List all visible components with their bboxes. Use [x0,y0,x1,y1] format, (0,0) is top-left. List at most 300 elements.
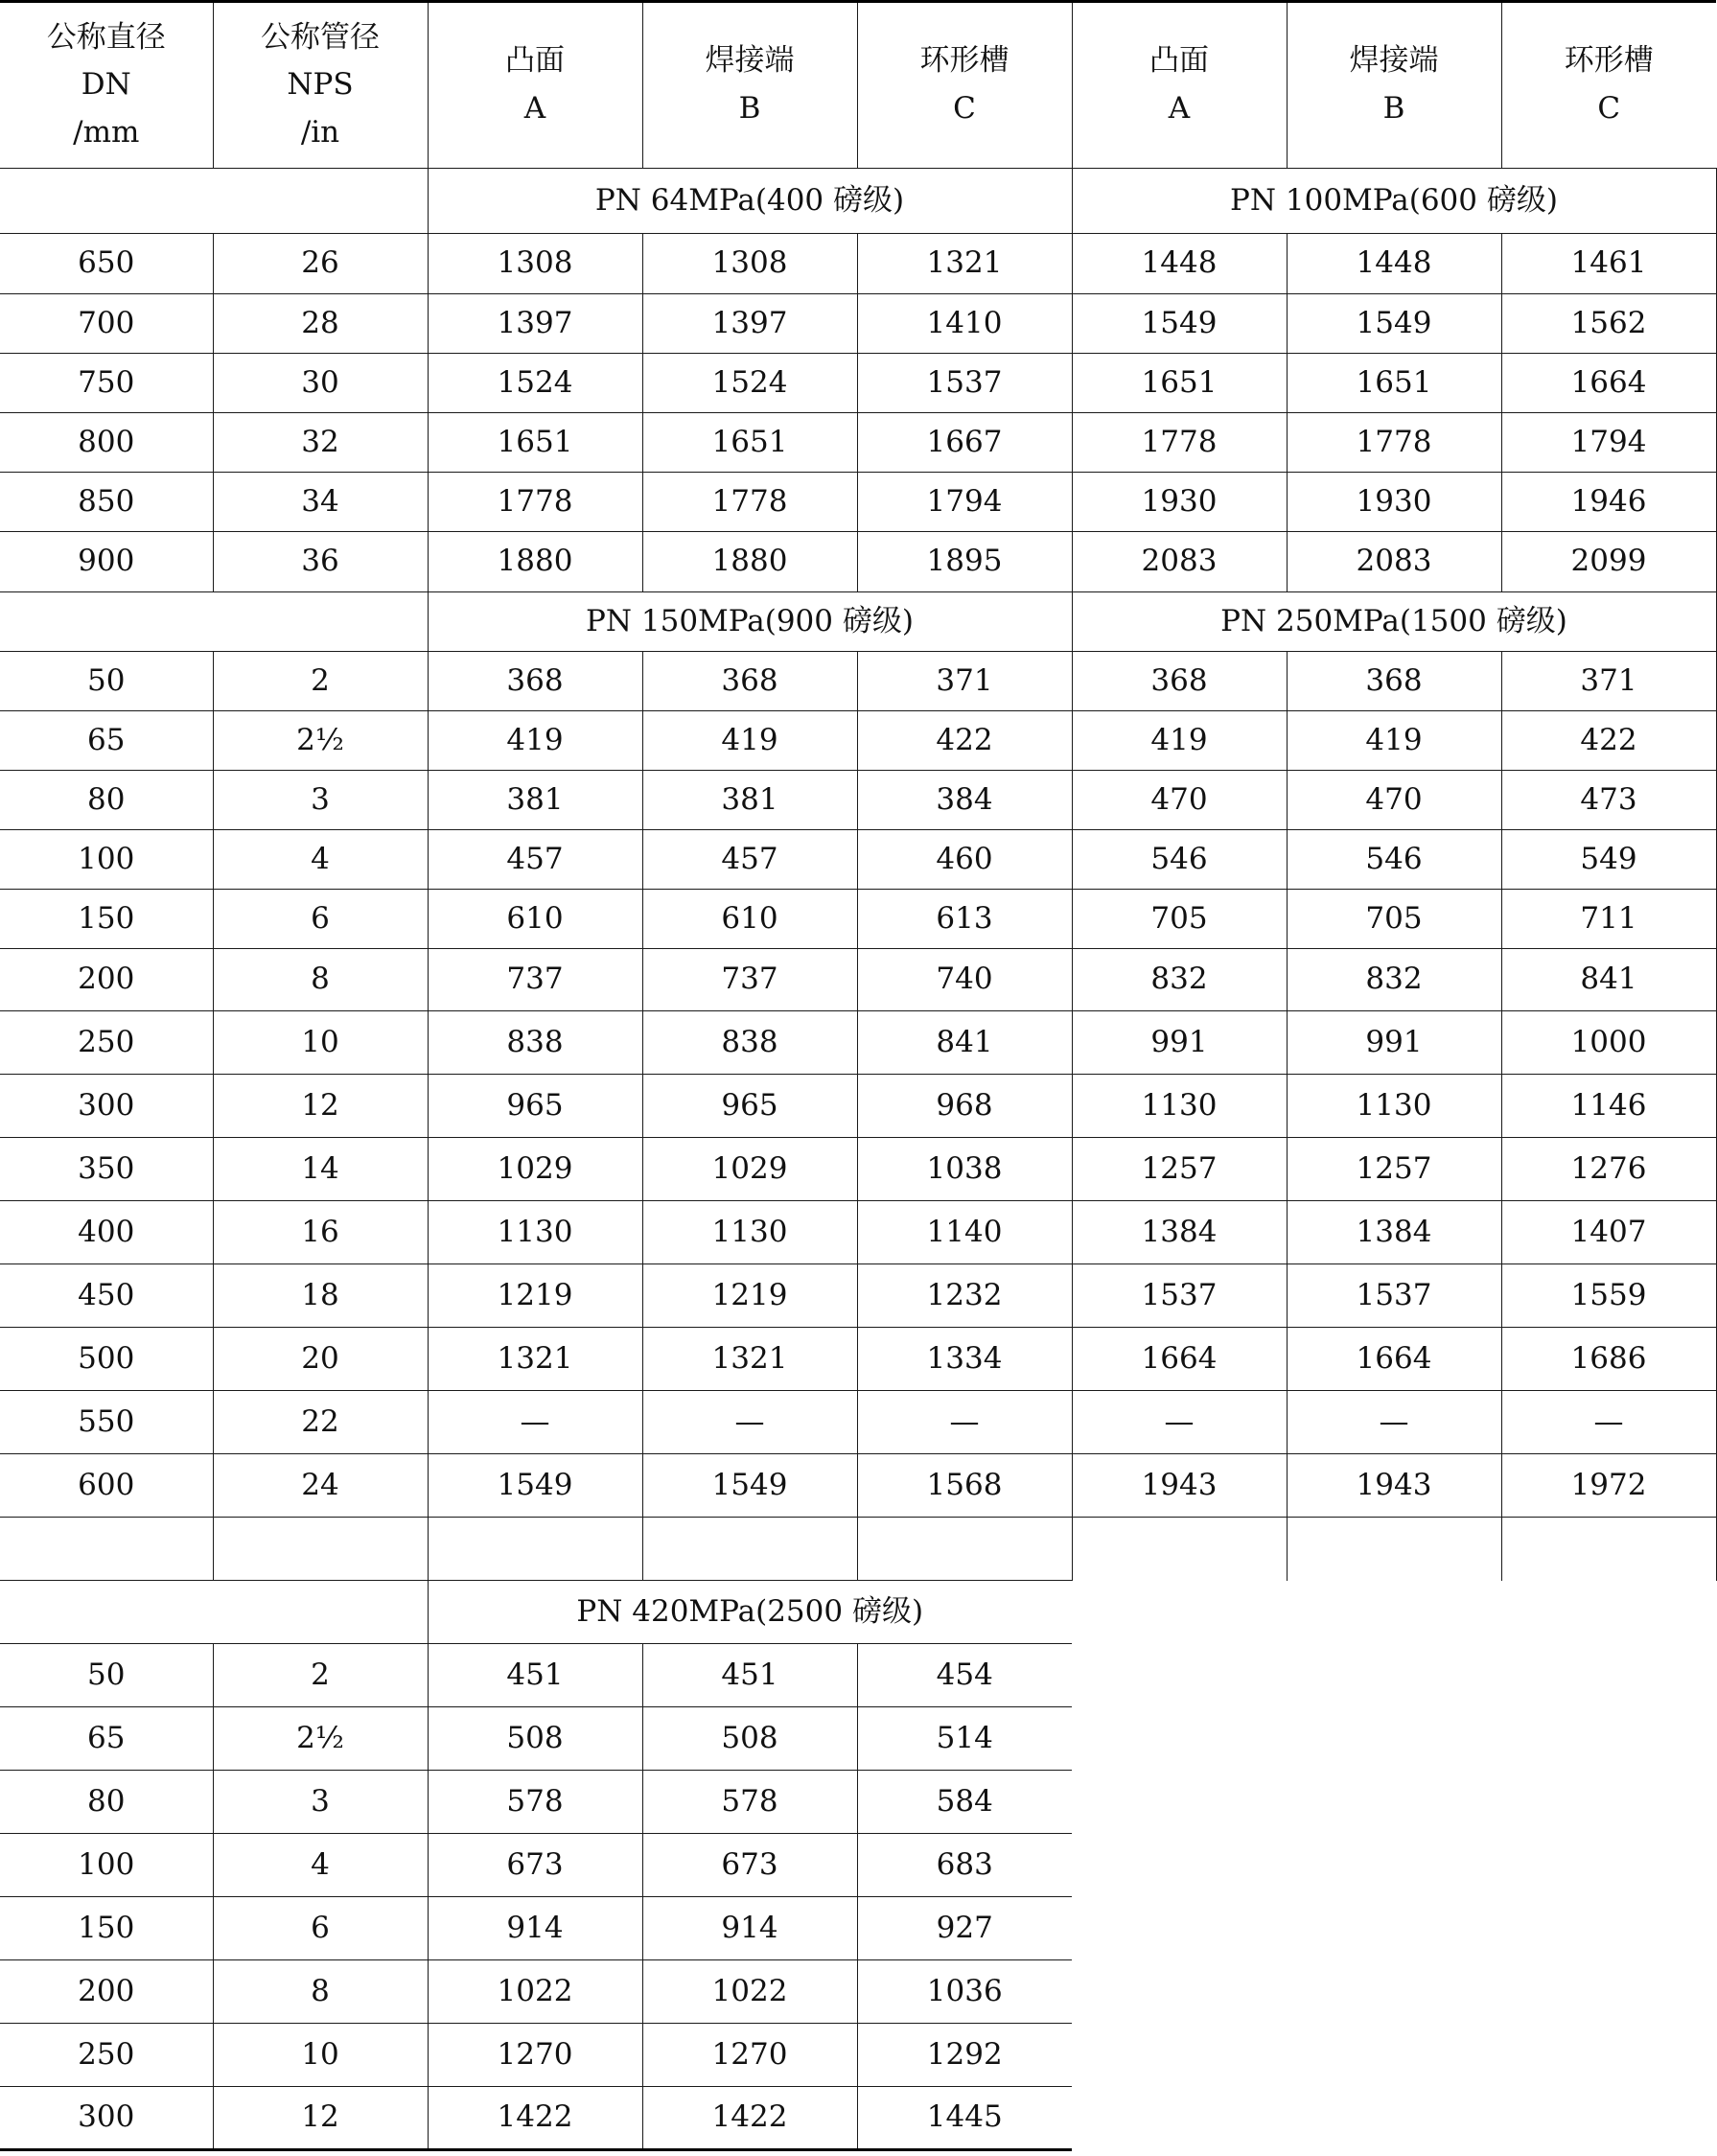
header-nps-line1: 公称管径 [261,19,380,55]
table-cell: — [428,1391,642,1454]
table-cell: 1794 [1501,413,1716,473]
table-cell: — [1287,1391,1501,1454]
header-g1-raised-face [428,2,642,169]
table-cell [0,1518,213,1581]
table-cell-empty [1501,1771,1716,1834]
table-cell: 8 [213,1960,428,2024]
table-cell: 1461 [1501,234,1716,294]
table-cell: 1562 [1501,294,1716,354]
table-cell-empty [1501,2087,1716,2150]
header-dn [0,2,213,169]
table-cell: 500 [0,1328,213,1391]
table-cell: 1778 [428,473,642,532]
table-cell: 1559 [1501,1264,1716,1328]
table-cell: 965 [642,1075,857,1138]
table-row [0,1075,1716,1138]
table-cell: 24 [213,1454,428,1518]
table-cell: 381 [428,771,642,830]
table-cell: 1651 [642,413,857,473]
table-cell: 1524 [642,354,857,413]
header-g2-c-letter: C [1597,91,1621,126]
table-cell: 1537 [1072,1264,1287,1328]
header-g1-c-label: 环形槽 [919,43,1009,79]
table-cell: 1270 [428,2024,642,2087]
table-cell: 1667 [857,413,1072,473]
table-cell: 419 [428,711,642,771]
table-row [0,473,1716,532]
table-cell: 8 [213,949,428,1011]
table-cell: 150 [0,890,213,949]
table-cell: 22 [213,1391,428,1454]
table-cell: 1895 [857,532,1072,592]
table-cell: 371 [1501,652,1716,711]
table-cell: 610 [642,890,857,949]
table-cell: 4 [213,1834,428,1897]
table-cell: 705 [1072,890,1287,949]
table-cell: 1407 [1501,1201,1716,1264]
table-cell: 1930 [1072,473,1287,532]
table-cell: 12 [213,2087,428,2150]
table-cell: 6 [213,1897,428,1960]
table-cell [428,1518,642,1581]
section-title-blank [0,592,428,652]
table-cell: 965 [428,1075,642,1138]
table-cell-empty [1072,2087,1287,2150]
table-cell-empty [1072,1771,1287,1834]
table-cell: 470 [1072,771,1287,830]
table-cell: 4 [213,830,428,890]
table-row [0,1138,1716,1201]
table-cell-empty [1501,1960,1716,2024]
table-cell [642,1518,857,1581]
table-cell: 1232 [857,1264,1072,1328]
table-cell: 1130 [428,1201,642,1264]
table-cell: 2½ [213,711,428,771]
table-cell: 65 [0,711,213,771]
header-g2-b-label: 焊接端 [1349,43,1439,79]
table-row [0,1897,1716,1960]
table-cell: 80 [0,771,213,830]
table-cell-empty [1287,1960,1501,2024]
table-cell: 1270 [642,2024,857,2087]
table-cell: 1000 [1501,1011,1716,1075]
table-cell: 1146 [1501,1075,1716,1138]
table-cell: 1651 [1287,354,1501,413]
table-cell-empty [1072,1644,1287,1707]
table-cell: 673 [428,1834,642,1897]
table-cell: 1568 [857,1454,1072,1518]
header-row [0,2,1716,169]
table-cell: 968 [857,1075,1072,1138]
table-cell: 300 [0,2087,213,2150]
table-row [0,890,1716,949]
table-cell: 470 [1287,771,1501,830]
table-cell: 1448 [1287,234,1501,294]
table-cell: 50 [0,652,213,711]
table-cell: 600 [0,1454,213,1518]
table-cell: 1549 [428,1454,642,1518]
table-cell: 200 [0,949,213,1011]
header-g1-weld-end [642,2,857,169]
table-cell: 34 [213,473,428,532]
table-cell: 3 [213,1771,428,1834]
section-title-left: PN 64MPa(400 磅级) [428,169,1072,234]
table-cell: 384 [857,771,1072,830]
table-cell: 419 [642,711,857,771]
header-g2-weld-end [1287,2,1501,169]
table-cell: 508 [642,1707,857,1771]
table-cell: 65 [0,1707,213,1771]
table-cell: 419 [1287,711,1501,771]
header-g2-b-letter: B [1382,91,1405,126]
header-g1-b-letter: B [738,91,761,126]
table-cell: 1397 [428,294,642,354]
table-cell: 368 [1072,652,1287,711]
table-cell: 850 [0,473,213,532]
table-cell: 451 [428,1644,642,1707]
table-row [0,413,1716,473]
table-row [0,771,1716,830]
table-row [0,1201,1716,1264]
table-cell: 36 [213,532,428,592]
table-cell: 584 [857,1771,1072,1834]
table-cell: 1029 [642,1138,857,1201]
table-cell: 546 [1287,830,1501,890]
table-cell [1501,1518,1716,1581]
table-cell: 460 [857,830,1072,890]
table-cell: 28 [213,294,428,354]
table-cell-empty [1072,1960,1287,2024]
table-cell: 300 [0,1075,213,1138]
table-cell: 2083 [1072,532,1287,592]
table-cell: 1140 [857,1201,1072,1264]
table-cell: 250 [0,2024,213,2087]
table-row [0,532,1716,592]
table-cell: 368 [1287,652,1501,711]
table-cell: 1308 [642,234,857,294]
table-row [0,1644,1716,1707]
header-dn-line3: /mm [73,114,140,150]
table-cell: 610 [428,890,642,949]
table-cell-empty [1072,1707,1287,1771]
table-cell: 10 [213,1011,428,1075]
table-cell: 832 [1072,949,1287,1011]
table-cell [1287,1518,1501,1581]
table-row [0,1328,1716,1391]
table-cell: 1651 [428,413,642,473]
table-cell: 1321 [428,1328,642,1391]
table-cell-empty [1501,1707,1716,1771]
table-cell: 1022 [428,1960,642,2024]
table-cell: 1036 [857,1960,1072,2024]
table-cell: 381 [642,771,857,830]
table-cell: 1524 [428,354,642,413]
table-cell: 2099 [1501,532,1716,592]
table-cell: 1549 [1072,294,1287,354]
table-cell: 422 [857,711,1072,771]
table-row [0,1264,1716,1328]
table-cell-empty [1287,1897,1501,1960]
header-g2-ring-groove [1501,2,1716,169]
table-cell: 6 [213,890,428,949]
table-cell: 650 [0,234,213,294]
table-cell: 1778 [1287,413,1501,473]
table-cell-empty [1501,1897,1716,1960]
table-cell-empty [1501,1644,1716,1707]
table-cell: 1549 [1287,294,1501,354]
header-g2-a-label: 凸面 [1149,43,1209,79]
section-title-row [0,169,1716,234]
table-cell: 1292 [857,2024,1072,2087]
table-cell: 1308 [428,234,642,294]
table-cell-empty [1287,1771,1501,1834]
header-nps-line3: /in [300,114,340,150]
header-g2-a-letter: A [1168,91,1191,126]
table-row [0,1771,1716,1834]
table-cell [213,1518,428,1581]
table-cell: 400 [0,1201,213,1264]
table-cell: 1943 [1287,1454,1501,1518]
table-cell: 26 [213,234,428,294]
table-cell: 1257 [1072,1138,1287,1201]
table-cell [857,1518,1072,1581]
table-cell: 451 [642,1644,857,1707]
table-cell: 30 [213,354,428,413]
section-title-left: PN 420MPa(2500 磅级) [428,1581,1072,1644]
table-row [0,652,1716,711]
table-cell: 838 [642,1011,857,1075]
table-cell: 1130 [1287,1075,1501,1138]
table-cell: 2½ [213,1707,428,1771]
table-row [0,1518,1716,1581]
table-cell: 683 [857,1834,1072,1897]
table-cell: 368 [428,652,642,711]
table-cell: 250 [0,1011,213,1075]
table-cell: 368 [642,652,857,711]
table-cell: 900 [0,532,213,592]
table-cell-empty [1072,1834,1287,1897]
table-cell: 419 [1072,711,1287,771]
table-cell: 1029 [428,1138,642,1201]
table-cell: 16 [213,1201,428,1264]
table-cell: 1448 [1072,234,1287,294]
table-cell: 838 [428,1011,642,1075]
table-cell-empty [1287,2024,1501,2087]
table-cell: 800 [0,413,213,473]
table-cell: 711 [1501,890,1716,949]
header-g2-c-label: 环形槽 [1564,43,1654,79]
table-cell: 832 [1287,949,1501,1011]
table-cell: 546 [1072,830,1287,890]
table-cell: 1384 [1072,1201,1287,1264]
table-cell: 1943 [1072,1454,1287,1518]
table-cell: 841 [1501,949,1716,1011]
section-title-row [0,592,1716,652]
table-cell: 150 [0,1897,213,1960]
header-g1-a-letter: A [523,91,546,126]
table-cell: 422 [1501,711,1716,771]
table-body [0,2,1716,2150]
table-cell: 2 [213,652,428,711]
table-cell: 514 [857,1707,1072,1771]
section-title-blank [0,1581,428,1644]
header-nps [213,2,428,169]
table-cell: 1778 [1072,413,1287,473]
table-cell: 737 [642,949,857,1011]
table-row [0,1454,1716,1518]
table-cell: 1334 [857,1328,1072,1391]
table-cell: 200 [0,1960,213,2024]
table-cell: 1321 [857,234,1072,294]
table-row [0,711,1716,771]
table-cell: 927 [857,1897,1072,1960]
table-cell-empty [1287,2087,1501,2150]
table-cell: 914 [428,1897,642,1960]
table-cell: 1219 [428,1264,642,1328]
table-cell: 991 [1287,1011,1501,1075]
section-title-row [0,1581,1716,1644]
header-g1-b-label: 焊接端 [705,43,795,79]
table-cell-empty [1287,1644,1501,1707]
table-cell: 550 [0,1391,213,1454]
table-row [0,354,1716,413]
header-nps-line2: NPS [287,67,354,103]
table-cell: — [1501,1391,1716,1454]
table-cell [1072,1518,1287,1581]
table-cell: 1537 [857,354,1072,413]
table-cell-empty [1287,1707,1501,1771]
table-cell: 1794 [857,473,1072,532]
table-row [0,234,1716,294]
header-g2-raised-face [1072,2,1287,169]
table-cell-empty [1501,2024,1716,2087]
table-cell: 2 [213,1644,428,1707]
table-cell: 1445 [857,2087,1072,2150]
table-cell: 1130 [642,1201,857,1264]
table-cell: 457 [642,830,857,890]
table-cell: 2083 [1287,532,1501,592]
table-cell: 1321 [642,1328,857,1391]
table-cell: — [857,1391,1072,1454]
table-cell: 991 [1072,1011,1287,1075]
header-dn-line1: 公称直径 [46,19,166,55]
table-cell: 613 [857,890,1072,949]
table-cell: 1130 [1072,1075,1287,1138]
table-row [0,1707,1716,1771]
table-row [0,830,1716,890]
table-cell: 80 [0,1771,213,1834]
table-row [0,294,1716,354]
table-cell-empty [1501,1834,1716,1897]
table-cell: 20 [213,1328,428,1391]
table-cell: — [1072,1391,1287,1454]
section-title-right: PN 100MPa(600 磅级) [1072,169,1716,234]
table-cell: 1880 [642,532,857,592]
section-title-right-blank [1072,1581,1716,1644]
table-cell: 1664 [1287,1328,1501,1391]
table-cell: 32 [213,413,428,473]
table-cell: 1384 [1287,1201,1501,1264]
section-title-right: PN 250MPa(1500 磅级) [1072,592,1716,652]
table-cell: 450 [0,1264,213,1328]
table-cell: 700 [0,294,213,354]
table-cell: 1537 [1287,1264,1501,1328]
header-dn-line2: DN [81,67,131,103]
table-cell: 457 [428,830,642,890]
table-cell: 1022 [642,1960,857,2024]
table-row [0,1960,1716,2024]
header-g1-c-letter: C [953,91,976,126]
table-cell: 578 [428,1771,642,1834]
table-cell: 371 [857,652,1072,711]
table-cell: 1930 [1287,473,1501,532]
table-row [0,1011,1716,1075]
table-cell: 3 [213,771,428,830]
table-cell: 50 [0,1644,213,1707]
table-cell-empty [1072,1897,1287,1960]
table-cell: 18 [213,1264,428,1328]
table-cell: 740 [857,949,1072,1011]
table-cell: 750 [0,354,213,413]
table-cell: 1946 [1501,473,1716,532]
table-cell-empty [1072,2024,1287,2087]
table-cell: 100 [0,830,213,890]
table-cell: 1880 [428,532,642,592]
table-row [0,1834,1716,1897]
header-g1-ring-groove [857,2,1072,169]
table-cell: — [642,1391,857,1454]
table-cell: 914 [642,1897,857,1960]
header-g1-a-label: 凸面 [505,43,565,79]
table-cell: 1549 [642,1454,857,1518]
table-cell: 1664 [1072,1328,1287,1391]
table-cell: 549 [1501,830,1716,890]
table-cell: 673 [642,1834,857,1897]
table-cell: 100 [0,1834,213,1897]
table-cell: 1397 [642,294,857,354]
table-row [0,949,1716,1011]
table-cell: 508 [428,1707,642,1771]
table-cell: 1664 [1501,354,1716,413]
table-cell: 1276 [1501,1138,1716,1201]
table-row [0,2024,1716,2087]
table-cell-empty [1287,1834,1501,1897]
table-cell: 1257 [1287,1138,1501,1201]
section-title-blank [0,169,428,234]
table-cell: 14 [213,1138,428,1201]
table-cell: 1219 [642,1264,857,1328]
table-cell: 1686 [1501,1328,1716,1391]
table-cell: 1410 [857,294,1072,354]
table-cell: 1038 [857,1138,1072,1201]
section-title-left: PN 150MPa(900 磅级) [428,592,1072,652]
table-cell: 737 [428,949,642,1011]
table-cell: 12 [213,1075,428,1138]
table-cell: 1778 [642,473,857,532]
table-cell: 473 [1501,771,1716,830]
table-cell: 454 [857,1644,1072,1707]
table-cell: 1651 [1072,354,1287,413]
table-cell: 10 [213,2024,428,2087]
table-row [0,2087,1716,2150]
table-cell: 1422 [428,2087,642,2150]
table-cell: 1972 [1501,1454,1716,1518]
table-cell: 350 [0,1138,213,1201]
table-cell: 705 [1287,890,1501,949]
table-row [0,1391,1716,1454]
table-cell: 578 [642,1771,857,1834]
table-cell: 841 [857,1011,1072,1075]
